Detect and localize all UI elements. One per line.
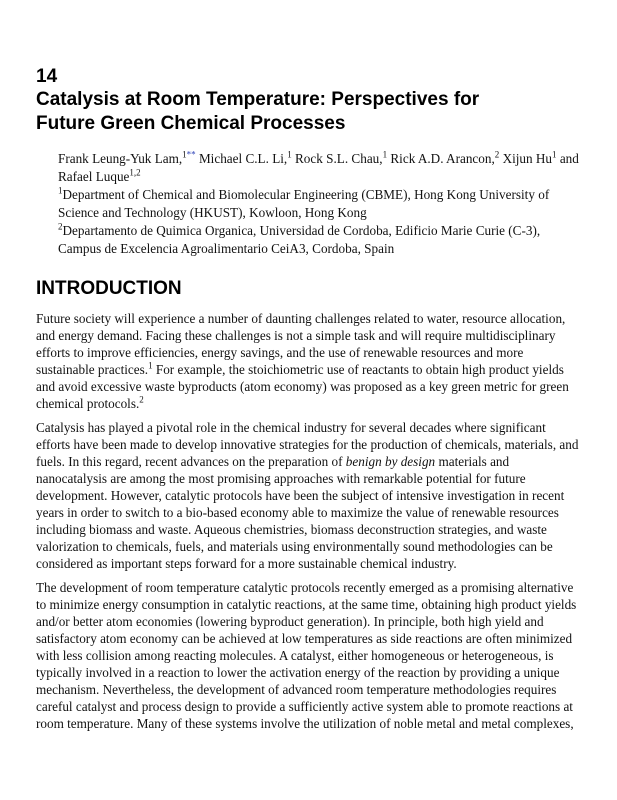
author-name: Xijun Hu [499, 151, 553, 166]
citation-sup: 2 [139, 394, 144, 405]
paragraph-1: Future society will experience a number of daunting challenges related to water, resource allocation, and energy demand. Facing these challenges is not a simple task and will require multidisciplinary efforts to improve efficiencies, energy savings, and the use of renewable resources and more sustainable practices.$^1$ For example, the stoichiometric use of reactants to obtain high product yields and avoid excessive waste byproducts (atom economy) was proposed as a key green metric for green chemical protocols.$^2$ [36, 311, 569, 411]
author-affil-sup: 1,2 [129, 167, 141, 178]
chapter-title [36, 88, 581, 136]
paragraph-2: Catalysis has played a pivotal role in the chemical industry for several decades where significant efforts have been made to develop innovative strategies for the production of chemicals, materials, and fuels. In this regard, recent advances on the preparation of benign by design materials and nanocatalysis are among the most promising approaches with remarkable potential for future development. However, catalytic protocols have been the subject of intensive investigation in recent years in order to switch to a bio-based economy able to maximize the value of renewable resources including biomass and waste. Aqueous chemistries, biomass deconstruction strategies, and waste valorization to chemicals, fuels, and materials using environmentally sound methodologies can be considered as important steps forward for a more sustainable chemical industry. [36, 420, 579, 571]
citation-sup: 1 [148, 360, 153, 371]
author-affil-sup: 1 [552, 149, 557, 160]
corresponding-author-link[interactable]: ** [186, 149, 196, 160]
chapter-title-line-1: Catalysis at Room Temperature: Perspectives for [36, 89, 480, 110]
author-name: Michael C.L. Li, [195, 151, 288, 166]
chapter-title-line-2: Future Green Chemical Processes [36, 113, 346, 134]
author-affil-sup: 1** [182, 149, 196, 160]
author-affil-sup: 1 [382, 149, 388, 160]
author-name: Frank Leung-Yuk Lam, [58, 151, 183, 166]
author-name: Rick A.D. Arancon, [387, 151, 495, 166]
author-affil-sup: 2 [494, 149, 500, 160]
author-list [58, 150, 581, 186]
author-name: and Rafael Luque [58, 151, 579, 184]
author-affil-sup: 1 [287, 149, 292, 160]
italic-term: benign by design [345, 454, 436, 469]
section-heading: INTRODUCTION [36, 278, 182, 299]
chapter-number: 14 [36, 66, 58, 87]
author-name: Rock S.L. Chau, [291, 151, 383, 166]
paper-page [36, 66, 581, 739]
paragraph-3: The development of room temperature catalytic protocols recently emerged as a promising alternative to minimize energy consumption in catalytic reactions, at the same time, obtaining high product yields and/or better atom economies (lowering byproduct generation). In principle, both high yield and satisfactory atom economy can be achieved at low temperatures as side reactions are often minimized with less collision among reacting molecules. A catalyst, either homogeneous or heterogeneous, is typically involved in a reaction to lower the activation energy of the reaction by providing a unique mechanism. Nevertheless, the development of advanced room temperature methodologies requires careful catalyst and process design to provide a sufficiently active system able to promote reactions at room temperature. Many of these systems involve the utilization of noble metal and metal complexes, [36, 580, 577, 731]
affiliation-2: $^2$Departamento de Quimica Organica, Universidad de Cordoba, Edificio Marie Curie (C-3), Campus de Excelencia Agroalimentario CeiA3, Cordoba, Spain [58, 221, 541, 256]
author-block [58, 150, 581, 258]
affiliation-1: $^1$Department of Chemical and Biomolecular Engineering (CBME), Hong Kong University of Science and Technology (HKUST), Kowloon, Hong Kong [58, 185, 550, 220]
